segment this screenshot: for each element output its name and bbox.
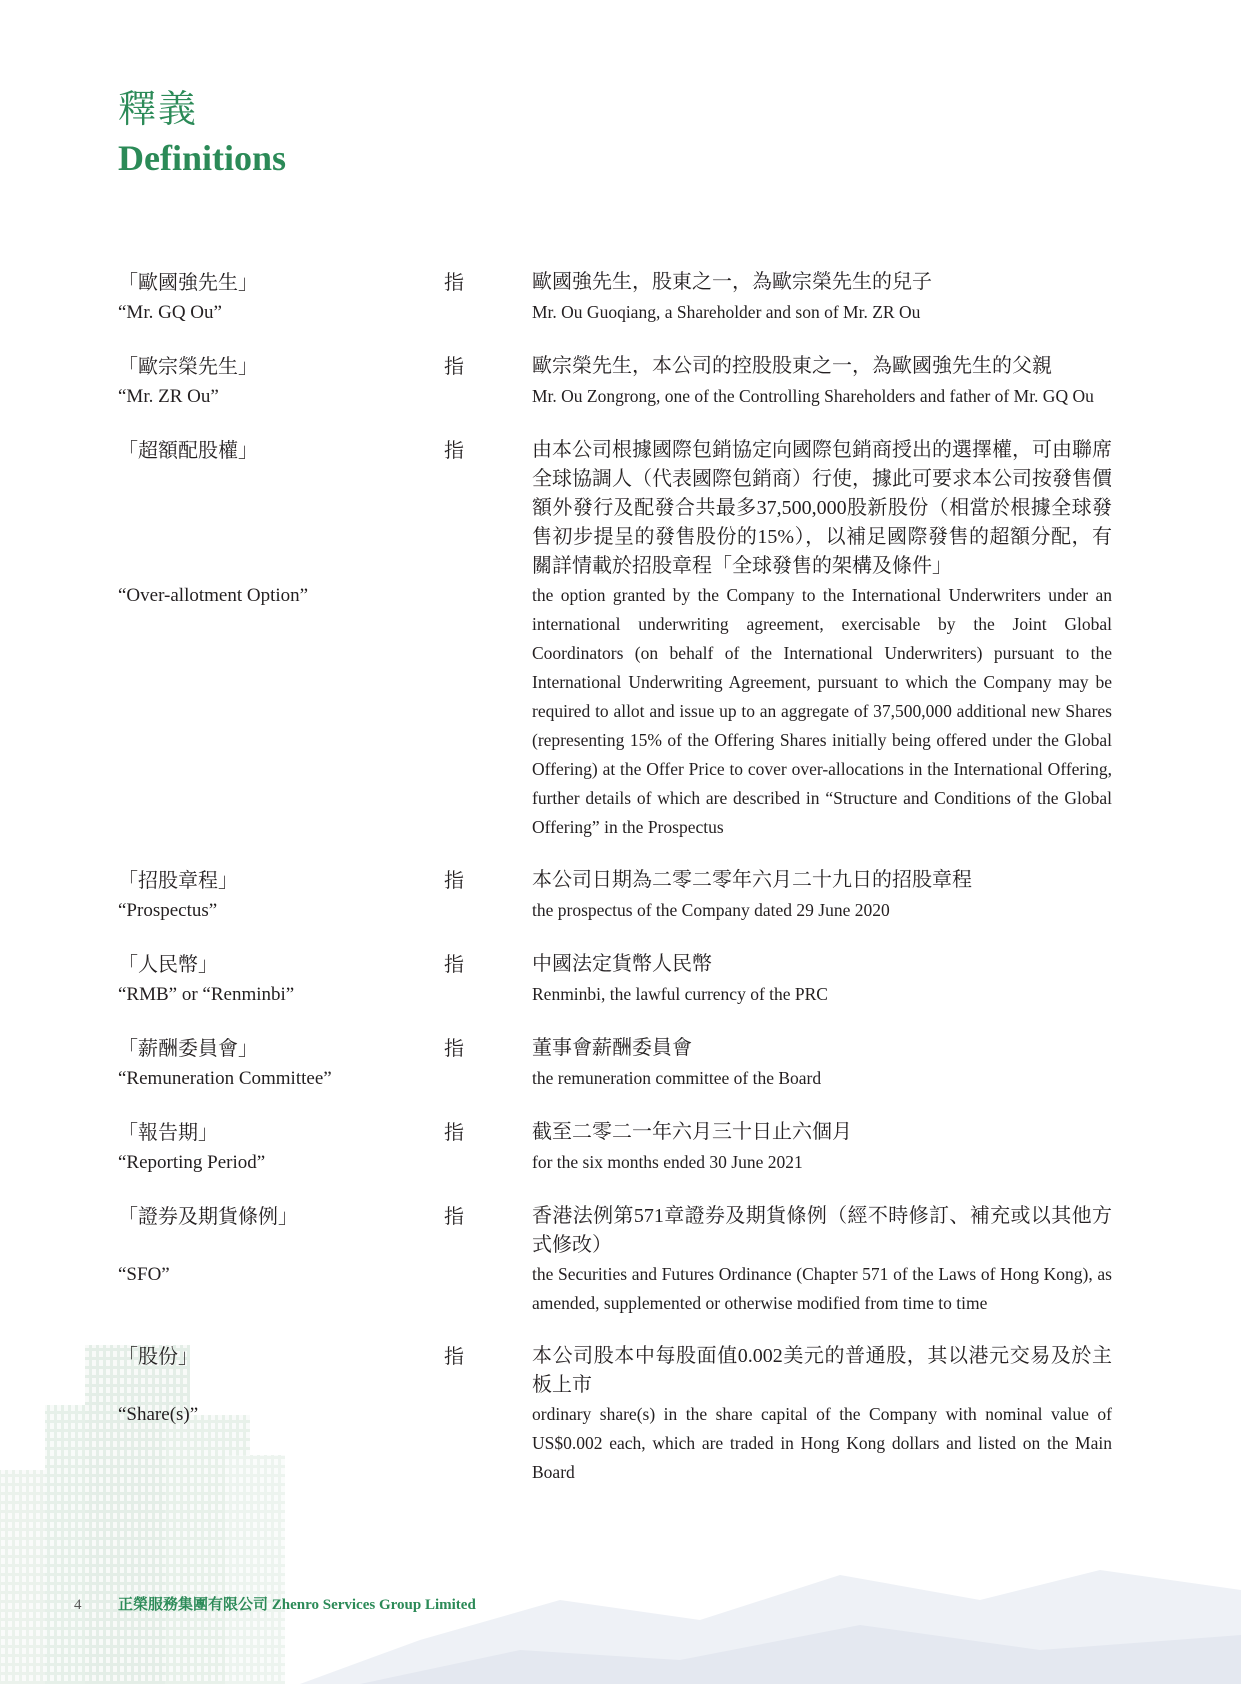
description-english: the option granted by the Company to the International Underwriters under an international underwriting agreement, exercisable by the Joint Global Coordinators (on behalf of the International Underwriters) pursuant to the International Underwriting Agreement, pursuant to which the Company may be required to allot and issue up to an aggregate of 37,500,000 additional new Shares (representing 15% of the Offering Shares initially being offered under the Global Offering) at the Offer Price to cover over-allocations in the International Offering, further details of which are described in “Structure and Conditions of the Global Offering” in the Prospectus [532, 585, 1112, 837]
description-english: for the six months ended 30 June 2021 [532, 1152, 803, 1172]
term-chinese: 「歐宗榮先生」 [118, 356, 258, 378]
description-chinese: 歐國強先生，股東之一，為歐宗榮先生的兒子 [532, 271, 932, 293]
term-english: “RMB” or “Renminbi” [118, 984, 295, 1005]
definition-shares [118, 1342, 1118, 1487]
description-english: Renminbi, the lawful currency of the PRC [532, 984, 828, 1004]
means-label: 指 [444, 1038, 464, 1060]
definition-mr-zr-ou [118, 352, 1118, 412]
term-chinese: 「證券及期貨條例」 [118, 1206, 298, 1228]
means-label: 指 [444, 1346, 464, 1368]
means-label: 指 [444, 1206, 464, 1228]
term-english: “SFO” [118, 1264, 170, 1285]
term-chinese: 「招股章程」 [118, 870, 238, 892]
term-english: “Mr. ZR Ou” [118, 386, 219, 407]
means-label: 指 [444, 954, 464, 976]
term-chinese: 「薪酬委員會」 [118, 1038, 258, 1060]
definition-over-allotment-option [118, 436, 1118, 842]
page-footer [74, 1595, 476, 1615]
description-english: Mr. Ou Guoqiang, a Shareholder and son of Mr. ZR Ou [532, 302, 921, 322]
page-title-english: Definitions [118, 138, 287, 178]
definition-rmb [118, 950, 1118, 1010]
company-name: 正榮服務集團有限公司 Zhenro Services Group Limited [118, 1597, 476, 1613]
term-chinese: 「超額配股權」 [118, 440, 258, 462]
description-chinese: 董事會薪酬委員會 [532, 1037, 692, 1059]
term-english: “Share(s)” [118, 1404, 199, 1425]
description-chinese: 由本公司根據國際包銷協定向國際包銷商授出的選擇權，可由聯席全球協調人（代表國際包銷商）行使，據此可要求本公司按發售價額外發行及配發合共最多37,500,000股新股份（相當於根據全球發售初步提呈的發售股份的15%），以補足國際發售的超額分配，有關詳情載於招股章程「全球發售的架構及條件」 [532, 439, 1112, 577]
description-chinese: 香港法例第571章證券及期貨條例（經不時修訂、補充或以其他方式修改） [532, 1205, 1112, 1256]
means-label: 指 [444, 440, 464, 462]
page-number: 4 [74, 1597, 82, 1613]
definition-sfo [118, 1202, 1118, 1318]
means-label: 指 [444, 272, 464, 294]
term-english: “Remuneration Committee” [118, 1068, 332, 1089]
description-english: the Securities and Futures Ordinance (Chapter 571 of the Laws of Hong Kong), as amended, supplemented or otherwise modified from time to time [532, 1264, 1112, 1313]
term-chinese: 「股份」 [118, 1346, 198, 1368]
description-chinese: 中國法定貨幣人民幣 [532, 953, 712, 975]
term-english: “Mr. GQ Ou” [118, 302, 222, 323]
term-english: “Reporting Period” [118, 1152, 266, 1173]
definition-remuneration-committee [118, 1034, 1118, 1094]
definition-prospectus [118, 866, 1118, 926]
term-chinese: 「歐國強先生」 [118, 272, 258, 294]
description-english: ordinary share(s) in the share capital of the Company with nominal value of US$0.002 each, which are traded in Hong Kong dollars and listed on the Main Board [532, 1404, 1112, 1482]
description-chinese: 本公司日期為二零二零年六月二十九日的招股章程 [532, 869, 972, 891]
description-english: the remuneration committee of the Board [532, 1068, 822, 1088]
description-english: the prospectus of the Company dated 29 June 2020 [532, 900, 890, 920]
means-label: 指 [444, 870, 464, 892]
definition-reporting-period [118, 1118, 1118, 1178]
description-english: Mr. Ou Zongrong, one of the Controlling Shareholders and father of Mr. GQ Ou [532, 386, 1094, 406]
means-label: 指 [444, 1122, 464, 1144]
term-english: “Prospectus” [118, 900, 218, 921]
term-english: “Over-allotment Option” [118, 585, 309, 606]
page-title-chinese: 釋義 [118, 89, 199, 131]
definitions-list [118, 268, 1118, 1487]
term-chinese: 「人民幣」 [118, 954, 218, 976]
description-chinese: 歐宗榮先生，本公司的控股股東之一，為歐國強先生的父親 [532, 355, 1052, 377]
description-chinese: 本公司股本中每股面值0.002美元的普通股，其以港元交易及於主板上市 [532, 1345, 1112, 1396]
means-label: 指 [444, 356, 464, 378]
definition-mr-gq-ou [118, 268, 1118, 328]
term-chinese: 「報告期」 [118, 1122, 218, 1144]
description-chinese: 截至二零二一年六月三十日止六個月 [532, 1121, 852, 1143]
